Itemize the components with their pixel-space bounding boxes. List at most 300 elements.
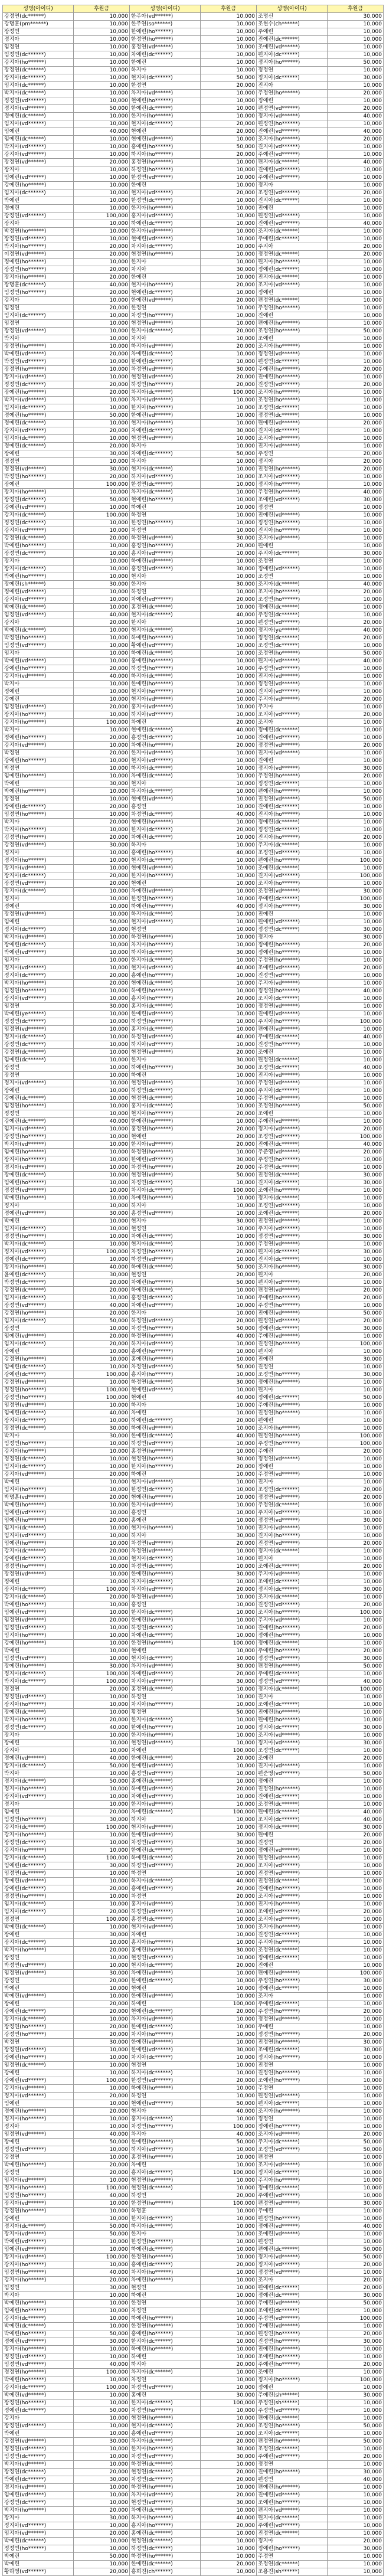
table-row (3, 2361, 384, 2369)
donor-name-cell: 편정연 (257, 2476, 328, 2484)
donation-amount-cell: 30,000 (201, 1057, 257, 1064)
table-row (3, 1678, 384, 1686)
donation-amount-cell: 100,000 (201, 2000, 257, 2008)
donation-amount-cell: 10,000 (74, 2300, 130, 2307)
donor-name-cell: 홍정연(vd******) (130, 1210, 201, 1218)
donation-amount-cell: 10,000 (74, 1072, 130, 1080)
donor-name-cell: 홍지아(dc******) (130, 1026, 201, 1034)
donation-amount-cell: 10,000 (74, 650, 130, 658)
table-row (3, 1824, 384, 1832)
donation-amount-cell: 40,000 (74, 612, 130, 619)
donation-amount-cell: 10,000 (328, 358, 384, 366)
donor-name-cell: 주정연(vd******) (257, 665, 328, 673)
table-row (3, 1371, 384, 1379)
donor-name-cell: 장지아 (3, 2515, 74, 2522)
table-row (3, 1110, 384, 1118)
table-row (3, 1034, 384, 1041)
donation-amount-cell: 20,000 (74, 872, 130, 880)
donor-name-cell: 임지아(dc******) (3, 82, 74, 90)
donor-name-cell: 임예린(ho******) (3, 1179, 74, 1187)
donation-amount-cell: 30,000 (201, 1064, 257, 1072)
donation-amount-cell: 30,000 (328, 496, 384, 504)
donation-amount-cell: 100,000 (328, 1440, 384, 1448)
donor-name-cell: 편지아(ho******) (257, 259, 328, 266)
donor-name-cell: 진정연(ho******) (257, 1786, 328, 1793)
donation-amount-cell: 10,000 (328, 2407, 384, 2415)
donation-amount-cell: 20,000 (328, 834, 384, 842)
donation-amount-cell: 10,000 (328, 842, 384, 849)
donation-amount-cell: 10,000 (328, 2123, 384, 2131)
donation-amount-cell: 10,000 (201, 1310, 257, 1318)
donation-amount-cell: 10,000 (74, 2116, 130, 2123)
donor-name-cell: 홍정연(dc******) (130, 1916, 201, 1924)
table-row (3, 97, 384, 105)
donation-amount-cell: 10,000 (328, 535, 384, 542)
donor-name-cell: 박지아(vd******) (3, 934, 74, 942)
donation-amount-cell: 10,000 (201, 2484, 257, 2492)
donation-amount-cell: 10,000 (201, 1801, 257, 1809)
donation-amount-cell: 40,000 (74, 673, 130, 681)
table-row (3, 949, 384, 957)
donation-amount-cell: 20,000 (74, 1947, 130, 1954)
donor-name-cell: 하정연(vd******) (130, 1256, 201, 1264)
donation-amount-cell: 10,000 (201, 911, 257, 918)
donor-name-cell: 임예린(vd******) (3, 2246, 74, 2254)
donation-amount-cell: 10,000 (328, 1694, 384, 1701)
donor-name-cell: 차지아(dc******) (130, 2438, 201, 2446)
donation-amount-cell: 10,000 (328, 704, 384, 711)
table-row (3, 1548, 384, 1555)
donation-amount-cell: 10,000 (328, 734, 384, 742)
donor-name-cell: 주예린(dc******) (257, 1671, 328, 1678)
table-row (3, 1287, 384, 1294)
donor-name-cell: 임지아(ho******) (3, 1632, 74, 1640)
donor-name-cell: 차정연 (130, 2376, 201, 2384)
table-row (3, 2392, 384, 2400)
donation-amount-cell: 20,000 (74, 1977, 130, 1985)
donation-amount-cell: 20,000 (201, 2192, 257, 2200)
donation-amount-cell: 10,000 (328, 2499, 384, 2507)
donor-name-cell: 현예린(ho******) (130, 1494, 201, 1502)
donation-amount-cell: 10,000 (201, 1502, 257, 1509)
donor-name-cell: 박예린(ho******) (3, 573, 74, 581)
donor-name-cell: 정정연 (257, 67, 328, 74)
donation-amount-cell: 10,000 (201, 1440, 257, 1448)
donor-name-cell: 하명훈 (130, 2208, 201, 2215)
donor-name-cell: 조예린(dc******) (257, 1578, 328, 1586)
donor-name-cell: 박지아(dc******) (3, 1678, 74, 1686)
table-row (3, 1486, 384, 1494)
donor-name-cell: 한예린(vd******) (130, 1156, 201, 1164)
table-row (3, 1356, 384, 1364)
table-row (3, 1072, 384, 1080)
donation-amount-cell: 100,000 (74, 1394, 130, 1402)
donation-amount-cell: 30,000 (74, 2438, 130, 2446)
donation-amount-cell: 10,000 (74, 2545, 130, 2553)
donation-amount-cell: 40,000 (74, 2269, 130, 2277)
donation-amount-cell: 20,000 (74, 1287, 130, 1294)
donor-name-cell: 차예린(dc******) (130, 450, 201, 458)
table-row (3, 2223, 384, 2231)
donation-amount-cell: 20,000 (74, 834, 130, 842)
donor-name-cell: 차지아(dc******) (130, 243, 201, 251)
donation-amount-cell: 30,000 (328, 2292, 384, 2300)
donor-name-cell: 강정연(vd******) (3, 2438, 74, 2446)
donor-name-cell: 진지아(vd******) (257, 443, 328, 450)
donation-amount-cell: 20,000 (74, 2162, 130, 2169)
donor-name-cell: 조지아(ho******) (257, 1609, 328, 1617)
donation-amount-cell: 10,000 (201, 2323, 257, 2330)
table-row (3, 389, 384, 397)
donation-amount-cell: 10,000 (74, 1294, 130, 1302)
donor-name-cell: 차정연(ho******) (130, 1164, 201, 1172)
donation-amount-cell: 10,000 (201, 573, 257, 581)
donor-name-cell: 임정연(vd******) (3, 1655, 74, 1663)
donation-amount-cell: 10,000 (201, 412, 257, 420)
donor-name-cell: 강정연(dc******) (3, 535, 74, 542)
table-row (3, 1870, 384, 1878)
donor-name-cell: 정정연 (3, 458, 74, 466)
donation-amount-cell: 30,000 (328, 2039, 384, 2047)
donor-name-cell: 임예린(ho******) (3, 1149, 74, 1156)
donor-name-cell: 임정연(dc******) (3, 51, 74, 59)
donor-name-cell: 한정연 (130, 2300, 201, 2307)
donation-amount-cell: 10,000 (201, 2177, 257, 2185)
donation-amount-cell: 10,000 (201, 2300, 257, 2307)
donor-name-cell: 장정연(vd******) (3, 159, 74, 166)
donor-name-cell: 장지아 (3, 220, 74, 228)
donation-amount-cell: 10,000 (74, 2215, 130, 2223)
donation-amount-cell: 10,000 (201, 1195, 257, 1202)
table-row (3, 750, 384, 757)
table-row (3, 159, 384, 166)
table-row (3, 1617, 384, 1624)
donor-name-cell: 박예린 (3, 1218, 74, 1225)
donation-amount-cell: 30,000 (201, 266, 257, 274)
donor-name-cell: 현지아(dc******) (130, 627, 201, 635)
donor-name-cell: 한지아(dc******) (130, 1609, 201, 1617)
table-row (3, 988, 384, 995)
donation-amount-cell: 10,000 (328, 1632, 384, 1640)
donor-name-cell: 정정연(dc******) (257, 780, 328, 788)
donor-name-cell: 박예린(vd******) (3, 351, 74, 358)
donor-name-cell: 하지아 (130, 443, 201, 450)
donation-amount-cell: 10,000 (328, 1640, 384, 1647)
table-row (3, 842, 384, 849)
table-row (3, 259, 384, 266)
donor-name-cell: 강지아(ho******) (3, 2277, 74, 2284)
table-row (3, 59, 384, 67)
donor-name-cell: 차예린 (130, 1747, 201, 1755)
donor-name-cell: 차예린 (130, 1931, 201, 1939)
donation-amount-cell: 10,000 (328, 2553, 384, 2561)
donor-name-cell: 정예린(dc******) (257, 1954, 328, 1962)
donation-amount-cell: 20,000 (201, 719, 257, 727)
donation-amount-cell: 20,000 (74, 351, 130, 358)
donor-name-cell: 현지아(dc******) (130, 1241, 201, 1248)
donor-name-cell: 정예린 (3, 688, 74, 696)
donation-amount-cell: 10,000 (74, 1740, 130, 1747)
donation-amount-cell: 10,000 (328, 1793, 384, 1801)
table-row (3, 2492, 384, 2499)
donor-name-cell: 정예린(dc******) (257, 604, 328, 612)
donor-name-cell: 조예린(vd******) (257, 1908, 328, 1916)
donor-name-cell: 정예린(dc******) (3, 113, 74, 120)
donor-name-cell: 조예린(ho******) (257, 1187, 328, 1195)
donor-name-cell: 정예린(dc******) (257, 1394, 328, 1402)
donation-amount-cell: 10,000 (201, 1341, 257, 1348)
table-row (3, 274, 384, 282)
donation-amount-cell: 10,000 (74, 2146, 130, 2154)
donation-amount-cell: 10,000 (74, 1080, 130, 1087)
donation-amount-cell: 10,000 (328, 1786, 384, 1793)
donation-amount-cell: 10,000 (328, 673, 384, 681)
table-row (3, 2039, 384, 2047)
donor-name-cell: 정예린 (257, 1463, 328, 1471)
donor-name-cell: 홍지아(vd******) (130, 213, 201, 220)
donation-amount-cell: 40,000 (74, 1410, 130, 1417)
donation-amount-cell: 10,000 (328, 1410, 384, 1417)
donation-amount-cell: 10,000 (328, 343, 384, 351)
donation-amount-cell: 10,000 (74, 2538, 130, 2545)
donation-amount-cell: 50,000 (74, 2139, 130, 2146)
donor-name-cell: 하예린(vd******) (130, 1425, 201, 1433)
donor-name-cell: 강정연(ho******) (3, 1310, 74, 1318)
donation-amount-cell: 10,000 (201, 2054, 257, 2062)
donor-name-cell: 장지아(dc******) (3, 888, 74, 895)
donor-name-cell: 조지아(ho******) (257, 880, 328, 888)
donation-amount-cell: 50,000 (201, 2100, 257, 2108)
donor-name-cell: 한지아(dc******) (130, 2400, 201, 2407)
donation-amount-cell: 10,000 (328, 1202, 384, 1210)
donor-name-cell: 정예린(dc******) (257, 2292, 328, 2300)
donor-name-cell: 임예린(dc******) (3, 1862, 74, 1870)
donation-amount-cell: 30,000 (74, 1931, 130, 1939)
donor-name-cell: 조정연(vd******) (257, 888, 328, 895)
donor-name-cell: 주지아(vd******) (257, 980, 328, 988)
donation-amount-cell: 10,000 (74, 458, 130, 466)
table-row (3, 2545, 384, 2553)
donor-name-cell: 정지아(vd******) (257, 765, 328, 773)
donor-name-cell: 임지아(vd******) (3, 1126, 74, 1133)
table-row (3, 489, 384, 496)
donation-amount-cell: 10,000 (201, 1901, 257, 1908)
donation-amount-cell: 20,000 (74, 2169, 130, 2177)
donation-amount-cell: 10,000 (201, 1655, 257, 1663)
donor-name-cell: 주예린(ho******) (257, 366, 328, 374)
donor-name-cell: 조정연(vd******) (257, 849, 328, 857)
donor-name-cell: 박지아(dc******) (3, 90, 74, 97)
donation-amount-cell: 10,000 (328, 2192, 384, 2200)
donation-amount-cell: 10,000 (74, 1486, 130, 1494)
donation-amount-cell: 10,000 (201, 358, 257, 366)
donor-name-cell: 강지아(dc******) (3, 1824, 74, 1832)
table-row (3, 704, 384, 711)
donation-amount-cell: 10,000 (201, 51, 257, 59)
donor-name-cell: 현지아(dc******) (130, 74, 201, 82)
table-row (3, 1241, 384, 1248)
donation-amount-cell: 10,000 (201, 1509, 257, 1517)
donation-amount-cell: 20,000 (74, 734, 130, 742)
donation-amount-cell: 10,000 (328, 995, 384, 1003)
donor-name-cell: 현지아(dc******) (130, 1962, 201, 1970)
donation-amount-cell: 10,000 (328, 21, 384, 28)
donation-amount-cell: 10,000 (328, 596, 384, 604)
donor-name-cell: 조지아(vd******) (257, 1893, 328, 1901)
donation-amount-cell: 10,000 (201, 2223, 257, 2231)
donor-name-cell: 강지아 (3, 297, 74, 305)
donation-amount-cell: 20,000 (328, 1601, 384, 1609)
donor-name-cell: 정지아(dc******) (257, 1724, 328, 1732)
donor-name-cell: 강예린(dc******) (3, 1885, 74, 1893)
donor-name-cell: 장정연(ho******) (3, 2023, 74, 2031)
donation-amount-cell: 10,000 (201, 589, 257, 596)
donor-name-cell: 임예린 (3, 2100, 74, 2108)
donation-amount-cell: 10,000 (74, 1379, 130, 1387)
donation-amount-cell: 10,000 (201, 880, 257, 888)
donor-name-cell: 주정연(vd******) (257, 1080, 328, 1087)
donation-amount-cell: 10,000 (74, 1172, 130, 1179)
donor-name-cell: 한예린(dc******) (130, 1755, 201, 1763)
table-row (3, 1663, 384, 1671)
donor-name-cell: 차정연(dc******) (130, 811, 201, 819)
donation-amount-cell: 20,000 (201, 1141, 257, 1149)
table-row (3, 67, 384, 74)
donation-amount-cell: 20,000 (328, 942, 384, 949)
donor-name-cell: 홍예린(ho******) (130, 1348, 201, 1356)
donor-name-cell: 박예린(vd******) (3, 1993, 74, 2000)
donation-amount-cell: 100,000 (328, 1609, 384, 1617)
table-row (3, 2415, 384, 2423)
table-row (3, 665, 384, 673)
donor-name-cell: 진정연 (257, 1839, 328, 1847)
donation-amount-cell: 20,000 (74, 1908, 130, 1916)
donor-name-cell: 주예린(dc******) (257, 2000, 328, 2008)
donor-name-cell: 진지아(vd******) (257, 1525, 328, 1532)
donation-amount-cell: 40,000 (201, 849, 257, 857)
donor-name-cell: 하정연(vd******) (130, 1594, 201, 1601)
donor-name-cell: 장지아(ho******) (3, 1156, 74, 1164)
donor-name-cell: 한예린(vd******) (130, 1993, 201, 2000)
table-row (3, 673, 384, 681)
donation-amount-cell: 10,000 (74, 765, 130, 773)
donor-name-cell: 임정연(vd******) (3, 2361, 74, 2369)
donation-amount-cell: 20,000 (328, 1624, 384, 1632)
table-row (3, 2438, 384, 2446)
donor-name-cell: 주정연(ho******) (257, 773, 328, 780)
donor-name-cell: 하정연 (130, 512, 201, 519)
donor-name-cell: 박예린 (3, 1479, 74, 1486)
donation-amount-cell: 20,000 (328, 1294, 384, 1302)
table-row (3, 21, 384, 28)
donation-amount-cell: 10,000 (201, 734, 257, 742)
donation-amount-cell: 10,000 (74, 1694, 130, 1701)
donor-name-cell: 조지아(vd******) (257, 1862, 328, 1870)
donor-name-cell: 현정연(vd******) (130, 320, 201, 328)
table-row (3, 128, 384, 136)
donation-amount-cell: 10,000 (201, 635, 257, 642)
donation-amount-cell: 10,000 (201, 220, 257, 228)
donation-amount-cell: 10,000 (74, 926, 130, 934)
donor-name-cell: 진예린(vd******) (257, 2492, 328, 2499)
donor-name-cell: 홍예린(vd******) (130, 2430, 201, 2438)
donation-amount-cell: 40,000 (74, 282, 130, 289)
table-row (3, 243, 384, 251)
table-row (3, 2568, 384, 2576)
table-row (3, 957, 384, 965)
donor-name-cell: 정정연(vd******) (257, 681, 328, 688)
donation-amount-cell: 20,000 (328, 189, 384, 197)
table-row (3, 2000, 384, 2008)
table-row (3, 2177, 384, 2185)
donor-name-cell: 하예린(dc******) (130, 2246, 201, 2254)
table-row (3, 926, 384, 934)
donation-amount-cell: 50,000 (328, 328, 384, 335)
table-row (3, 1924, 384, 1931)
donation-amount-cell: 20,000 (74, 2530, 130, 2538)
donation-amount-cell: 10,000 (328, 2346, 384, 2353)
donor-name-cell: 강지아(vd******) (3, 742, 74, 750)
donation-amount-cell: 30,000 (74, 1210, 130, 1218)
donation-amount-cell: 100,000 (328, 1133, 384, 1141)
donor-name-cell: 한예린(dc******) (130, 2561, 201, 2568)
table-row (3, 2085, 384, 2093)
donor-name-cell: 차지아 (130, 458, 201, 466)
donor-name-cell: 정지아(vd******) (3, 105, 74, 113)
donor-name-cell: 하예린(ho******) (130, 2346, 201, 2353)
donation-amount-cell: 20,000 (328, 1448, 384, 1456)
donation-amount-cell: 30,000 (201, 1379, 257, 1387)
donation-amount-cell: 10,000 (201, 1448, 257, 1456)
donation-amount-cell: 10,000 (201, 2070, 257, 2077)
donor-name-cell: 정지아(ho******) (3, 1786, 74, 1793)
donor-name-cell: 차지아(vd******) (130, 1663, 201, 1671)
donor-name-cell: 정정연(vd******) (257, 1517, 328, 1525)
donation-amount-cell: 10,000 (74, 1793, 130, 1801)
donation-amount-cell: 10,000 (74, 527, 130, 535)
donation-amount-cell: 10,000 (201, 1908, 257, 1916)
donation-amount-cell: 20,000 (74, 427, 130, 435)
donor-name-cell: 현지아 (130, 1218, 201, 1225)
donation-amount-cell: 10,000 (74, 1018, 130, 1026)
donation-amount-cell: 10,000 (74, 36, 130, 44)
donor-name-cell: 박지아(vd******) (3, 1141, 74, 1149)
donor-name-cell: 조정연(ho******) (257, 1371, 328, 1379)
donor-name-cell: 한정연(ho******) (130, 895, 201, 903)
donor-name-cell: 임지아(ho******) (3, 1486, 74, 1494)
donation-amount-cell: 10,000 (201, 1970, 257, 1977)
donation-amount-cell: 10,000 (74, 1870, 130, 1878)
donation-amount-cell: 100,000 (201, 1187, 257, 1195)
donation-amount-cell: 10,000 (74, 205, 130, 213)
donation-amount-cell: 10,000 (74, 1847, 130, 1855)
donor-name-cell: 조정연(ho******) (257, 1103, 328, 1110)
table-row (3, 619, 384, 627)
donor-name-cell: 조예린 (257, 1110, 328, 1118)
table-row (3, 2515, 384, 2522)
donation-amount-cell: 30,000 (74, 2039, 130, 2047)
table-row (3, 343, 384, 351)
donor-name-cell: 정지아(dc******) (257, 1586, 328, 1594)
donor-name-cell: 하지아(vd******) (130, 2146, 201, 2154)
table-row (3, 895, 384, 903)
donation-amount-cell: 100,000 (74, 1248, 130, 1256)
table-row (3, 473, 384, 481)
donor-name-cell: 홍예린 (130, 2392, 201, 2400)
table-row (3, 466, 384, 473)
donation-amount-cell: 10,000 (201, 44, 257, 51)
donation-amount-cell: 30,000 (328, 1248, 384, 1256)
